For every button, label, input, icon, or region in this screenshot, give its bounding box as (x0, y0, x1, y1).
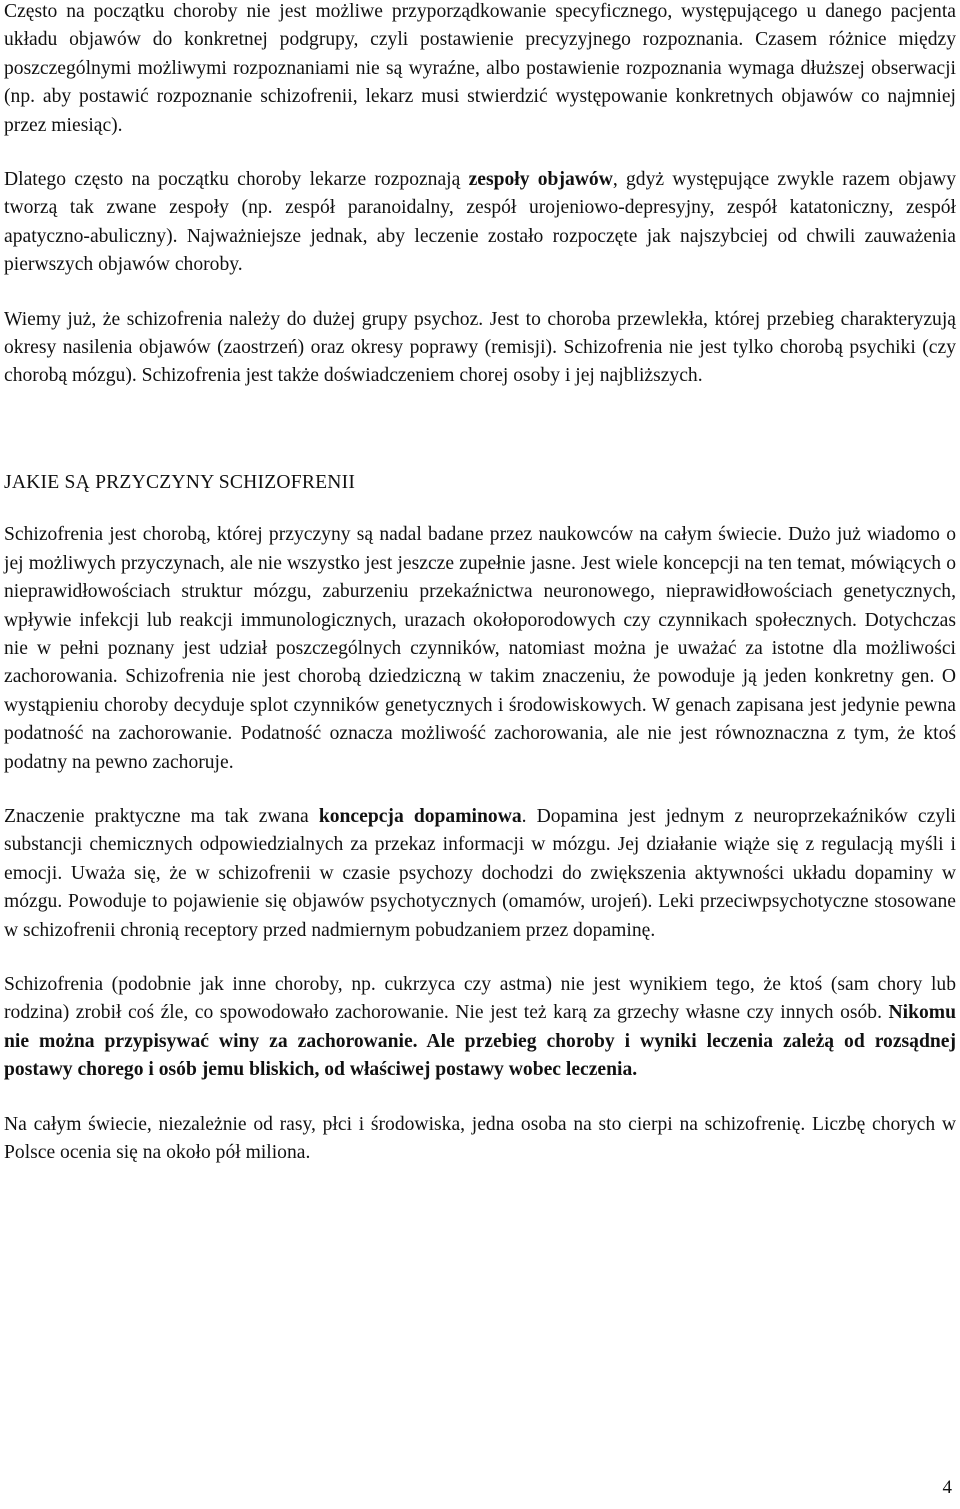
paragraph-1-text: Często na początku choroby nie jest możliwe przyporządkowanie specyficznego, występującego u danego pacjenta układu objawów do konkretnej podgrupy, czyli postawienie precyzyjnego rozpoznania. Czasem różnice między poszczególnymi możliwymi rozpoznaniami nie są wyraźne, albo postawienie rozpoznania wymaga dłuższej obserwacji (np. aby postawić rozpoznanie schizofrenii, lekarz musi stwierdzić występowanie konkretnych objawów co najmniej przez miesiąc). (4, 1, 956, 136)
paragraph-2-text-a: Dlatego często na początku choroby lekarze rozpoznają (4, 169, 469, 191)
paragraph-6-text: Schizofrenia (podobnie jak inne choroby, np. cukrzyca czy astma) nie jest wynikiem tego, że ktoś (sam chory lub rodzina) zrobił coś źle, co spowodowało zachorowanie. Nie jest też karą za grzechy własne czy innych osób. (4, 973, 956, 1024)
paragraph-2 (4, 166, 956, 280)
page-number: 4 (942, 1477, 952, 1498)
paragraph-1 (4, 0, 956, 140)
paragraph-5 (4, 803, 956, 945)
paragraph-5-bold-term: koncepcja dopaminowa (318, 805, 522, 827)
paragraph-6-bold-statement: Nikomu nie można przypisywać winy za zachorowanie. Ale przebieg choroby i wyniki leczenia zależą od rozsądnej postawy chorego i osób jemu bliskich, od właściwej postawy wobec leczenia. (4, 1002, 956, 1081)
paragraph-6 (4, 971, 956, 1085)
document-page (4, 0, 956, 1167)
section-heading: JAKIE SĄ PRZYCZYNY SCHIZOFRENII (4, 471, 356, 493)
paragraph-4 (4, 521, 956, 777)
paragraph-7-text: Na całym świecie, niezależnie od rasy, płci i środowiska, jedna osoba na sto cierpi na schizofrenię. Liczbę chorych w Polsce ocenia się na około pół miliona. (4, 1113, 956, 1163)
paragraph-5-text-a: Znaczenie praktyczne ma tak zwana (4, 805, 319, 827)
paragraph-4-text: Schizofrenia jest chorobą, której przyczyny są nadal badane przez naukowców na całym świecie. Dużo już wiadomo o jej możliwych przyczynach, ale nie wszystko jest jeszcze zupełnie jasne. Jest wiele koncepcji na ten temat, mówiących o nieprawidłowościach struktur mózgu, zaburzeniu przekaźnictwa neuronowego, nieprawidłowościach genetycznych, wpływie infekcji lub reakcji immunologicznych, urazach okołoporodowych czy czynnikach społecznych. Dotychczas nie w pełni poznany jest udział poszczególnych czynników, natomiast można je uważać za istotne dla możliwości zachorowania. Schizofrenia nie jest chorobą dziedziczną w takim znaczeniu, że powoduje ją jeden konkretny gen. O wystąpieniu choroby decyduje splot czynników genetycznych i środowiskowych. W genach zapisana jest jedynie pewna podatność na zachorowanie. Podatność oznacza możliwość zachorowania, ale nie jest równoznaczna z tym, że ktoś podatny na pewno zachoruje. (4, 524, 956, 773)
paragraph-3-text: Wiemy już, że schizofrenia należy do dużej grupy psychoz. Jest to choroba przewlekła, której przebieg charakteryzują okresy nasilenia objawów (zaostrzeń) oraz okresy poprawy (remisji). Schizofrenia nie jest tylko chorobą psychiki (czy chorobą mózgu). Schizofrenia jest także doświadczeniem chorej osoby i jej najbliższych. (4, 308, 956, 387)
paragraph-3 (4, 306, 956, 391)
paragraph-7 (4, 1111, 956, 1168)
paragraph-2-text-b: , gdyż występujące zwykle razem objawy tworzą tak zwane zespoły (np. zespół paranoidalny, zespół urojeniowo-depresyjny, zespół katatoniczny, zespół apatyczno-abuliczny). Najważniejsze jednak, aby leczenie zostało rozpoczęte jak najszybciej od chwili zauważenia pierwszych objawów choroby. (4, 169, 957, 276)
paragraph-2-bold-term: zespoły objawów (468, 169, 613, 191)
paragraph-5-text-b: . Dopamina jest jednym z neuroprzekaźników czyli substancji chemicznych odpowiedzialnych za przekaz informacji w mózgu. Jej działanie wiąże się z regulacją myśli i emocji. Uważa się, że w schizofrenii w czasie psychozy dochodzi do zwiększenia aktywności układu dopaminy w mózgu. Powoduje to pojawienie się objawów psychotycznych (omamów, urojeń). Leki przeciwpsychotyczne stosowane w schizofrenii chronią receptory przed nadmiernym pobudzaniem przez dopaminę. (4, 805, 957, 941)
